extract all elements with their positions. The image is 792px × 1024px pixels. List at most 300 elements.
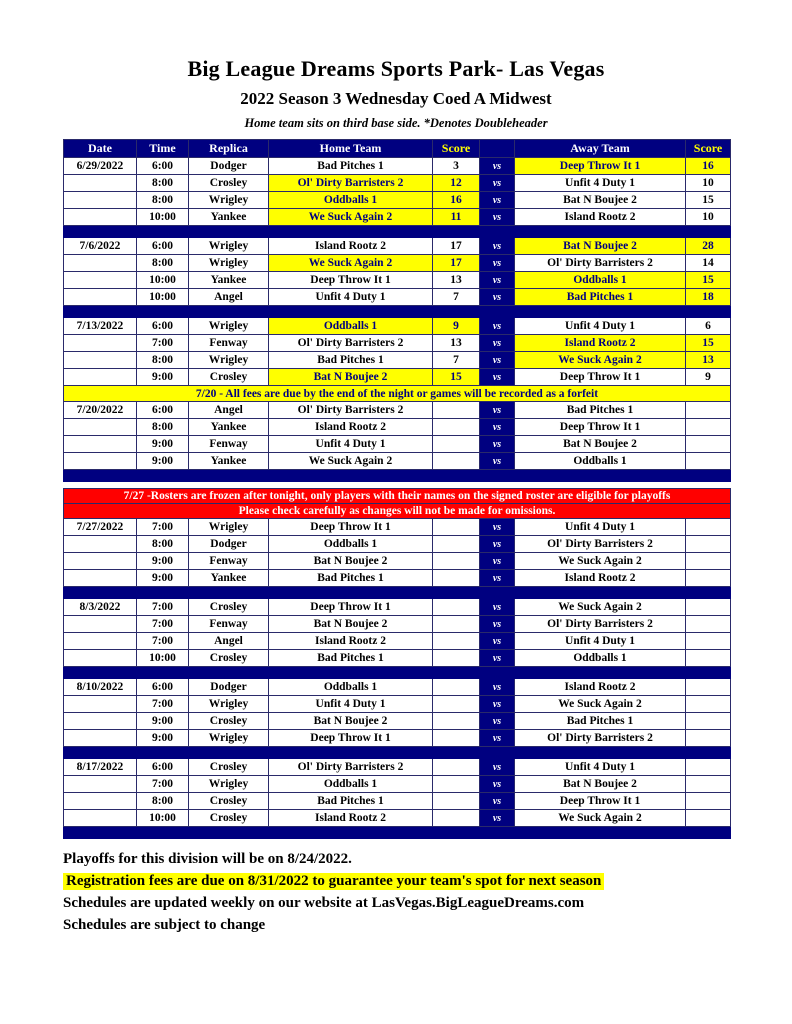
vs-cell: vs [480, 793, 515, 810]
replica-cell: Wrigley [189, 696, 269, 713]
replica-cell: Fenway [189, 335, 269, 352]
game-row [64, 369, 731, 386]
game-row [64, 536, 731, 553]
home-team-cell: Bad Pitches 1 [269, 158, 433, 175]
date-cell [64, 730, 137, 747]
away-team-cell: We Suck Again 2 [515, 599, 686, 616]
game-row [64, 175, 731, 192]
away-score-cell [686, 810, 731, 827]
replica-cell: Wrigley [189, 519, 269, 536]
footer-note-line [63, 873, 792, 890]
game-row [64, 759, 731, 776]
date-cell [64, 272, 137, 289]
home-score-cell [433, 713, 480, 730]
time-cell: 8:00 [137, 255, 189, 272]
footer-note-text: Schedules are subject to change [63, 917, 266, 933]
date-cell [64, 453, 137, 470]
vs-cell: vs [480, 419, 515, 436]
away-team-cell: Bad Pitches 1 [515, 713, 686, 730]
vs-cell: vs [480, 519, 515, 536]
replica-cell: Crosley [189, 759, 269, 776]
away-score-cell: 13 [686, 352, 731, 369]
away-score-cell: 14 [686, 255, 731, 272]
game-row [64, 679, 731, 696]
game-row [64, 599, 731, 616]
time-cell: 8:00 [137, 352, 189, 369]
home-team-cell: We Suck Again 2 [269, 255, 433, 272]
week-separator-row [64, 470, 731, 482]
replica-cell: Wrigley [189, 318, 269, 335]
away-team-cell: Island Rootz 2 [515, 570, 686, 587]
date-cell [64, 713, 137, 730]
home-team-cell: Unfit 4 Duty 1 [269, 696, 433, 713]
away-score-cell [686, 696, 731, 713]
time-cell: 9:00 [137, 730, 189, 747]
home-score-cell [433, 759, 480, 776]
home-score-cell: 16 [433, 192, 480, 209]
away-score-cell [686, 713, 731, 730]
replica-cell: Angel [189, 633, 269, 650]
game-row [64, 776, 731, 793]
away-score-cell [686, 519, 731, 536]
week-separator-row [64, 226, 731, 238]
away-team-cell: Bat N Boujee 2 [515, 238, 686, 255]
home-score-cell: 13 [433, 272, 480, 289]
vs-cell: vs [480, 453, 515, 470]
away-team-cell: Oddballs 1 [515, 453, 686, 470]
vs-cell: vs [480, 272, 515, 289]
vs-cell: vs [480, 713, 515, 730]
header-home-score: Score [433, 140, 480, 158]
replica-cell: Yankee [189, 570, 269, 587]
date-cell: 6/29/2022 [64, 158, 137, 175]
away-score-cell [686, 679, 731, 696]
home-score-cell [433, 570, 480, 587]
away-score-cell [686, 536, 731, 553]
home-team-cell: Unfit 4 Duty 1 [269, 289, 433, 306]
vs-cell: vs [480, 599, 515, 616]
game-row [64, 616, 731, 633]
time-cell: 9:00 [137, 553, 189, 570]
date-cell [64, 650, 137, 667]
away-team-cell: Deep Throw It 1 [515, 793, 686, 810]
replica-cell: Yankee [189, 419, 269, 436]
vs-cell: vs [480, 776, 515, 793]
date-cell: 7/6/2022 [64, 238, 137, 255]
away-team-cell: Bad Pitches 1 [515, 289, 686, 306]
away-score-cell: 6 [686, 318, 731, 335]
time-cell: 7:00 [137, 633, 189, 650]
game-row [64, 209, 731, 226]
schedule-table [63, 139, 731, 839]
time-cell: 8:00 [137, 419, 189, 436]
game-row [64, 810, 731, 827]
away-team-cell: We Suck Again 2 [515, 810, 686, 827]
footer-notes [63, 851, 792, 934]
replica-cell: Angel [189, 289, 269, 306]
game-row [64, 570, 731, 587]
away-team-cell: Bat N Boujee 2 [515, 192, 686, 209]
replica-cell: Crosley [189, 650, 269, 667]
time-cell: 7:00 [137, 776, 189, 793]
away-team-cell: Unfit 4 Duty 1 [515, 633, 686, 650]
home-team-cell: Deep Throw It 1 [269, 599, 433, 616]
home-score-cell [433, 436, 480, 453]
vs-cell: vs [480, 810, 515, 827]
home-team-cell: Oddballs 1 [269, 192, 433, 209]
header-replica: Replica [189, 140, 269, 158]
notice-row [64, 386, 731, 402]
away-score-cell [686, 419, 731, 436]
date-cell [64, 553, 137, 570]
time-cell: 9:00 [137, 453, 189, 470]
away-team-cell: Unfit 4 Duty 1 [515, 318, 686, 335]
replica-cell: Wrigley [189, 730, 269, 747]
home-score-cell [433, 402, 480, 419]
replica-cell: Crosley [189, 599, 269, 616]
away-team-cell: Deep Throw It 1 [515, 369, 686, 386]
home-score-cell [433, 730, 480, 747]
away-score-cell: 16 [686, 158, 731, 175]
home-score-cell: 9 [433, 318, 480, 335]
vs-cell: vs [480, 553, 515, 570]
vs-cell: vs [480, 402, 515, 419]
date-cell [64, 289, 137, 306]
away-team-cell: Unfit 4 Duty 1 [515, 519, 686, 536]
home-team-cell: We Suck Again 2 [269, 209, 433, 226]
replica-cell: Yankee [189, 272, 269, 289]
week-separator-row [64, 587, 731, 599]
game-row [64, 436, 731, 453]
vs-cell: vs [480, 175, 515, 192]
away-score-cell [686, 759, 731, 776]
header-away-team: Away Team [515, 140, 686, 158]
vs-cell: vs [480, 192, 515, 209]
away-score-cell: 15 [686, 272, 731, 289]
home-score-cell [433, 453, 480, 470]
game-row [64, 713, 731, 730]
away-team-cell: Deep Throw It 1 [515, 419, 686, 436]
time-cell: 9:00 [137, 570, 189, 587]
home-team-cell: Oddballs 1 [269, 679, 433, 696]
date-cell: 8/3/2022 [64, 599, 137, 616]
home-score-cell [433, 679, 480, 696]
time-cell: 9:00 [137, 436, 189, 453]
vs-cell: vs [480, 616, 515, 633]
date-cell [64, 335, 137, 352]
away-team-cell: Unfit 4 Duty 1 [515, 759, 686, 776]
week-separator-band [64, 306, 731, 318]
vs-cell: vs [480, 436, 515, 453]
week-separator-band [64, 470, 731, 482]
home-team-cell: Deep Throw It 1 [269, 730, 433, 747]
away-team-cell: Oddballs 1 [515, 650, 686, 667]
game-row [64, 192, 731, 209]
game-row [64, 553, 731, 570]
home-team-cell: Bad Pitches 1 [269, 352, 433, 369]
home-score-cell [433, 419, 480, 436]
home-team-cell: Island Rootz 2 [269, 238, 433, 255]
replica-cell: Wrigley [189, 192, 269, 209]
home-score-cell [433, 616, 480, 633]
game-row [64, 272, 731, 289]
time-cell: 8:00 [137, 536, 189, 553]
date-cell [64, 810, 137, 827]
away-score-cell [686, 633, 731, 650]
away-score-cell: 10 [686, 209, 731, 226]
time-cell: 6:00 [137, 402, 189, 419]
header-home-team: Home Team [269, 140, 433, 158]
game-row [64, 289, 731, 306]
vs-cell: vs [480, 318, 515, 335]
home-score-cell: 13 [433, 335, 480, 352]
time-cell: 10:00 [137, 209, 189, 226]
replica-cell: Crosley [189, 175, 269, 192]
home-score-cell: 7 [433, 289, 480, 306]
home-score-cell [433, 696, 480, 713]
home-score-cell: 12 [433, 175, 480, 192]
time-cell: 6:00 [137, 158, 189, 175]
home-score-cell [433, 776, 480, 793]
header-time: Time [137, 140, 189, 158]
home-team-cell: Ol' Dirty Barristers 2 [269, 335, 433, 352]
vs-cell: vs [480, 255, 515, 272]
date-cell [64, 209, 137, 226]
time-cell: 10:00 [137, 289, 189, 306]
home-team-cell: Island Rootz 2 [269, 419, 433, 436]
footer-note-text: Playoffs for this division will be on 8/24/2022. [63, 851, 352, 867]
game-row [64, 238, 731, 255]
date-cell [64, 369, 137, 386]
replica-cell: Crosley [189, 793, 269, 810]
away-team-cell: Bat N Boujee 2 [515, 436, 686, 453]
away-score-cell: 18 [686, 289, 731, 306]
date-cell [64, 696, 137, 713]
home-team-cell: Bat N Boujee 2 [269, 553, 433, 570]
date-cell: 8/17/2022 [64, 759, 137, 776]
replica-cell: Fenway [189, 616, 269, 633]
game-row [64, 352, 731, 369]
home-score-cell [433, 519, 480, 536]
week-separator-row [64, 667, 731, 679]
time-cell: 10:00 [137, 810, 189, 827]
away-team-cell: Island Rootz 2 [515, 209, 686, 226]
page-title: Big League Dreams Sports Park- Las Vegas [187, 56, 605, 81]
footer-note-line [63, 895, 792, 912]
away-team-cell: Unfit 4 Duty 1 [515, 175, 686, 192]
date-cell [64, 175, 137, 192]
vs-cell: vs [480, 209, 515, 226]
home-team-cell: Deep Throw It 1 [269, 272, 433, 289]
replica-cell: Angel [189, 402, 269, 419]
home-score-cell [433, 553, 480, 570]
home-team-cell: Ol' Dirty Barristers 2 [269, 402, 433, 419]
replica-cell: Wrigley [189, 776, 269, 793]
week-separator-band [64, 587, 731, 599]
week-separator-band [64, 226, 731, 238]
away-score-cell [686, 453, 731, 470]
home-score-cell [433, 536, 480, 553]
away-team-cell: We Suck Again 2 [515, 696, 686, 713]
home-score-cell: 3 [433, 158, 480, 175]
game-row [64, 730, 731, 747]
away-score-cell [686, 793, 731, 810]
home-team-note: Home team sits on third base side. *Denotes Doubleheader [244, 116, 548, 130]
replica-cell: Fenway [189, 553, 269, 570]
away-team-cell: Ol' Dirty Barristers 2 [515, 255, 686, 272]
vs-cell: vs [480, 759, 515, 776]
vs-cell: vs [480, 730, 515, 747]
away-team-cell: Ol' Dirty Barristers 2 [515, 616, 686, 633]
date-cell [64, 419, 137, 436]
notice-text: 7/27 -Rosters are frozen after tonight, only players with their names on the signed roster are eligible for playoffs [64, 489, 731, 504]
replica-cell: Fenway [189, 436, 269, 453]
home-team-cell: We Suck Again 2 [269, 453, 433, 470]
time-cell: 6:00 [137, 238, 189, 255]
home-team-cell: Island Rootz 2 [269, 810, 433, 827]
away-team-cell: Bad Pitches 1 [515, 402, 686, 419]
home-team-cell: Island Rootz 2 [269, 633, 433, 650]
home-team-cell: Bat N Boujee 2 [269, 616, 433, 633]
home-team-cell: Deep Throw It 1 [269, 519, 433, 536]
replica-cell: Wrigley [189, 238, 269, 255]
home-team-cell: Bad Pitches 1 [269, 650, 433, 667]
vs-cell: vs [480, 158, 515, 175]
vs-cell: vs [480, 536, 515, 553]
schedule-table-body [64, 158, 731, 839]
time-cell: 8:00 [137, 793, 189, 810]
notice-row [64, 504, 731, 519]
time-cell: 9:00 [137, 369, 189, 386]
game-row [64, 255, 731, 272]
away-score-cell [686, 616, 731, 633]
header-date: Date [64, 140, 137, 158]
replica-cell: Crosley [189, 713, 269, 730]
away-team-cell: Ol' Dirty Barristers 2 [515, 536, 686, 553]
home-score-cell [433, 599, 480, 616]
away-team-cell: Ol' Dirty Barristers 2 [515, 730, 686, 747]
away-score-cell: 28 [686, 238, 731, 255]
away-score-cell [686, 776, 731, 793]
header-away-score: Score [686, 140, 731, 158]
home-team-cell: Bad Pitches 1 [269, 570, 433, 587]
vs-cell: vs [480, 369, 515, 386]
away-score-cell [686, 436, 731, 453]
away-score-cell [686, 553, 731, 570]
footer-note-line [63, 917, 792, 934]
game-row [64, 402, 731, 419]
week-separator-row [64, 827, 731, 839]
away-team-cell: Bat N Boujee 2 [515, 776, 686, 793]
home-team-cell: Bat N Boujee 2 [269, 713, 433, 730]
home-score-cell: 17 [433, 255, 480, 272]
game-row [64, 419, 731, 436]
game-row [64, 650, 731, 667]
vs-cell: vs [480, 633, 515, 650]
home-score-cell: 15 [433, 369, 480, 386]
notice-row [64, 489, 731, 504]
date-cell: 7/13/2022 [64, 318, 137, 335]
date-cell [64, 436, 137, 453]
spacer-band [64, 482, 731, 489]
home-team-cell: Ol' Dirty Barristers 2 [269, 759, 433, 776]
vs-cell: vs [480, 696, 515, 713]
away-team-cell: Oddballs 1 [515, 272, 686, 289]
date-cell: 7/27/2022 [64, 519, 137, 536]
home-team-cell: Oddballs 1 [269, 318, 433, 335]
replica-cell: Crosley [189, 810, 269, 827]
away-score-cell [686, 599, 731, 616]
date-cell: 7/20/2022 [64, 402, 137, 419]
date-cell: 8/10/2022 [64, 679, 137, 696]
game-row [64, 696, 731, 713]
away-team-cell: Deep Throw It 1 [515, 158, 686, 175]
replica-cell: Dodger [189, 158, 269, 175]
week-separator-band [64, 747, 731, 759]
date-cell [64, 570, 137, 587]
vs-cell: vs [480, 289, 515, 306]
home-team-cell: Oddballs 1 [269, 536, 433, 553]
week-separator-band [64, 827, 731, 839]
vs-cell: vs [480, 679, 515, 696]
home-team-cell: Oddballs 1 [269, 776, 433, 793]
time-cell: 6:00 [137, 679, 189, 696]
home-team-cell: Unfit 4 Duty 1 [269, 436, 433, 453]
date-cell [64, 536, 137, 553]
footer-note-line [63, 851, 792, 868]
time-cell: 6:00 [137, 759, 189, 776]
away-score-cell: 15 [686, 335, 731, 352]
footer-note-highlighted: Registration fees are due on 8/31/2022 to guarantee your team's spot for next season [63, 873, 604, 890]
date-cell [64, 793, 137, 810]
away-score-cell [686, 730, 731, 747]
replica-cell: Dodger [189, 536, 269, 553]
notice-text: 7/20 - All fees are due by the end of the night or games will be recorded as a forfeit [64, 386, 731, 402]
notice-text: Please check carefully as changes will not be made for omissions. [64, 504, 731, 519]
replica-cell: Wrigley [189, 352, 269, 369]
replica-cell: Wrigley [189, 255, 269, 272]
time-cell: 9:00 [137, 713, 189, 730]
season-subtitle: 2022 Season 3 Wednesday Coed A Midwest [240, 89, 552, 108]
time-cell: 7:00 [137, 616, 189, 633]
time-cell: 8:00 [137, 175, 189, 192]
time-cell: 6:00 [137, 318, 189, 335]
game-row [64, 453, 731, 470]
away-score-cell [686, 402, 731, 419]
away-team-cell: We Suck Again 2 [515, 352, 686, 369]
vs-cell: vs [480, 335, 515, 352]
home-team-cell: Ol' Dirty Barristers 2 [269, 175, 433, 192]
home-score-cell: 11 [433, 209, 480, 226]
replica-cell: Crosley [189, 369, 269, 386]
replica-cell: Yankee [189, 453, 269, 470]
date-cell [64, 633, 137, 650]
time-cell: 10:00 [137, 650, 189, 667]
game-row [64, 158, 731, 175]
away-score-cell: 9 [686, 369, 731, 386]
time-cell: 7:00 [137, 599, 189, 616]
time-cell: 7:00 [137, 335, 189, 352]
vs-cell: vs [480, 238, 515, 255]
game-row [64, 335, 731, 352]
time-cell: 7:00 [137, 519, 189, 536]
away-team-cell: Island Rootz 2 [515, 679, 686, 696]
date-cell [64, 776, 137, 793]
away-team-cell: We Suck Again 2 [515, 553, 686, 570]
home-score-cell: 7 [433, 352, 480, 369]
home-team-cell: Bad Pitches 1 [269, 793, 433, 810]
vs-cell: vs [480, 352, 515, 369]
